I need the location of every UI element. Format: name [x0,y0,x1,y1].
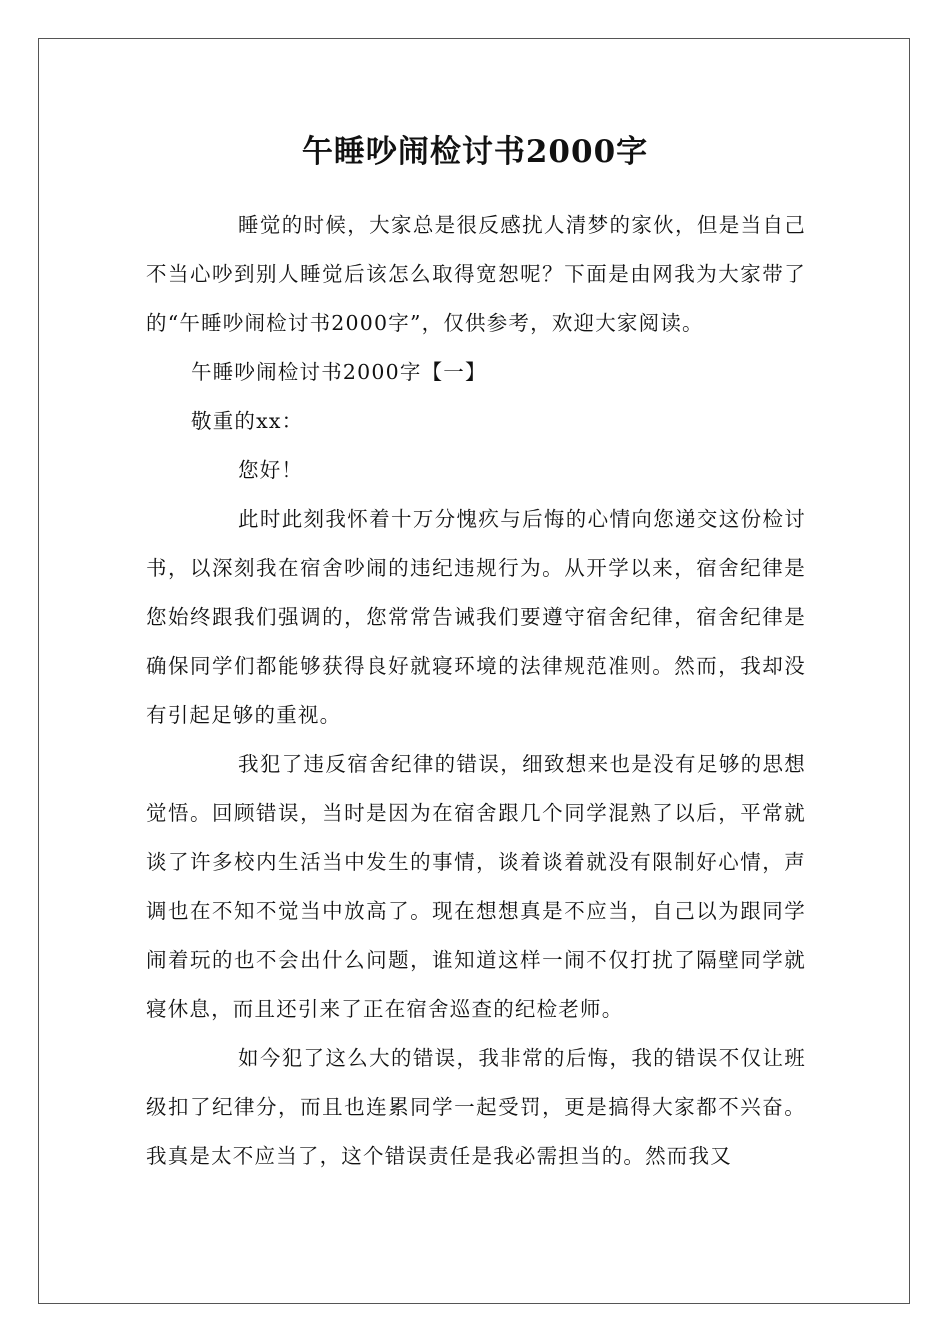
body-paragraph: 此时此刻我怀着十万分愧疚与后悔的心情向您递交这份检讨书，以深刻我在宿舍吵闹的违纪违规行为。从开学以来，宿舍纪律是您始终跟我们强调的，您常常告诫我们要遵守宿舍纪律，宿舍纪律是确保同学们都能够获得良好就寝环境的法律规范准则。然而，我却没有引起足够的重视。 [146,507,806,727]
salutation: 敬重的xx： [191,409,304,433]
body-paragraph: 我犯了违反宿舍纪律的错误，细致想来也是没有足够的思想觉悟。回顾错误，当时是因为在宿舍跟几个同学混熟了以后，平常就谈了许多校内生活当中发生的事情，谈着谈着就没有限制好心情，声调也在不知不觉当中放高了。现在想想真是不应当，自己以为跟同学闹着玩的也不会出什么问题，谁知道这样一闹不仅打扰了隔壁同学就寝休息，而且还引来了正在宿舍巡查的纪检老师。 [146,752,806,1021]
greeting: 您好！ [238,458,304,482]
intro-paragraph: 睡觉的时候，大家总是很反感扰人清梦的家伙，但是当自己不当心吵到别人睡觉后该怎么取得宽恕呢？下面是由网我为大家带了的“午睡吵闹检讨书2000字”，仅供参考，欢迎大家阅读。 [146,213,806,335]
document-title: 午睡吵闹检讨书2000字 [301,134,649,170]
section-heading: 午睡吵闹检讨书2000字【一】 [191,360,487,384]
body-paragraph: 如今犯了这么大的错误，我非常的后悔，我的错误不仅让班级扣了纪律分，而且也连累同学一起受罚，更是搞得大家都不兴奋。我真是太不应当了，这个错误责任是我必需担当的。然而我又 [146,1046,806,1168]
document-body [146,201,806,1181]
